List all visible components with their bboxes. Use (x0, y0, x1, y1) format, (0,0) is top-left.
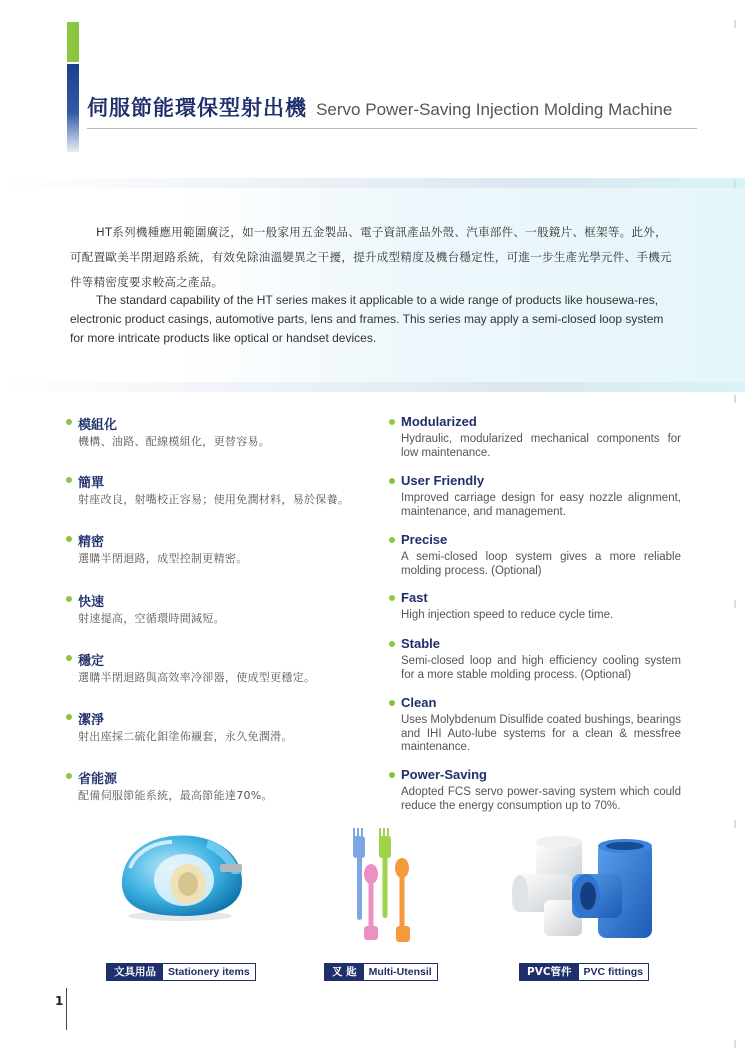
caption-en: Multi-Utensil (364, 964, 437, 980)
bullet-icon (389, 419, 395, 425)
feature-title: 精密 (78, 535, 105, 550)
edge-mark (734, 820, 736, 828)
feature-title: Fast (401, 590, 428, 605)
intro-english-text: The standard capability of the HT series makes it applicable to a wide range of products like housewa-res, electronic product casings, automotive parts, lens and frames. This series may apply a semi-closed loop system for more intricate products like optical or handset devices. (70, 293, 664, 345)
feature-desc: 選購半閉迴路與高效率冷卻器，使成型更穩定。 (78, 671, 316, 684)
blue-accent-bar (67, 64, 79, 152)
page-title (87, 92, 697, 129)
feature-desc: 射出座採二硫化鉬塗佈襯套，永久免潤滑。 (78, 730, 293, 743)
feature-title: 省能源 (78, 772, 118, 787)
feature-desc: Semi-closed loop and high efficiency cooling system for a more stable molding process. (Optional) (401, 655, 681, 681)
feature-desc: High injection speed to reduce cycle time. (401, 609, 614, 621)
utensils-image (344, 826, 416, 948)
bullet-icon (389, 478, 395, 484)
feature-desc: Hydraulic, modularized mechanical components for low maintenance. (401, 433, 681, 459)
feature-desc: 配備伺服節能系統，最高節能達70%。 (78, 789, 273, 802)
edge-mark (734, 600, 736, 608)
bullet-icon (66, 419, 72, 425)
bullet-icon (66, 773, 72, 779)
intro-english (70, 291, 675, 348)
bullet-icon (66, 714, 72, 720)
bullet-icon (389, 595, 395, 601)
decorative-band-top (0, 178, 745, 188)
feature-desc: A semi-closed loop system gives a more reliable molding process. (Optional) (401, 551, 681, 577)
caption-cn: 叉 匙 (325, 964, 364, 980)
feature-desc: Adopted FCS servo power-saving system which could reduce the energy consumption up to 70%. (401, 786, 681, 812)
feature-desc: 射速提高，空循環時間減短。 (78, 612, 225, 625)
edge-mark (734, 180, 736, 188)
tape-dispenser-image (112, 828, 248, 922)
intro-chinese-text: HT系列機種應用範圍廣泛，如一般家用五金製品、電子資訊產品外殼、汽車部件、一般鏡片、框架等。此外，可配置歐美半閉迴路系統，有效免除油溫變異之干擾，提升成型精度及機台穩定性，可進一步生產光學元件、手機元件等精密度要求較高之產品。 (70, 225, 672, 289)
intro-chinese (70, 220, 675, 295)
feature-title: 快速 (78, 595, 105, 610)
bullet-icon (389, 537, 395, 543)
bullet-icon (66, 536, 72, 542)
title-chinese: 伺服節能環保型射出機 (87, 96, 307, 120)
bullet-icon (389, 700, 395, 706)
feature-title: 穩定 (78, 654, 105, 669)
decorative-band-bottom (0, 382, 745, 392)
feature-desc: Improved carriage design for easy nozzle alignment, maintenance, and management. (401, 492, 681, 518)
feature-title: 簡單 (78, 476, 105, 491)
edge-mark (734, 1040, 736, 1048)
feature-title: 潔淨 (78, 713, 105, 728)
feature-desc: 選購半閉迴路，成型控制更精密。 (78, 552, 248, 565)
pvc-fittings-image (508, 836, 656, 946)
bullet-icon (389, 641, 395, 647)
feature-desc: Uses Molybdenum Disulfide coated bushings, bearings and IHI Auto-lube systems for a clean & messfree maintenance. (401, 714, 681, 753)
feature-title: Power-Saving (401, 767, 487, 782)
edge-mark (734, 395, 736, 403)
green-accent-bar (67, 22, 79, 62)
caption-en: Stationery items (163, 964, 255, 980)
edge-mark (734, 20, 736, 28)
feature-title: 模組化 (78, 418, 118, 433)
feature-desc: 機構、油路、配線模組化，更替容易。 (78, 435, 271, 448)
caption-en: PVC fittings (579, 964, 649, 980)
bullet-icon (66, 477, 72, 483)
feature-title: User Friendly (401, 473, 485, 488)
feature-title: Modularized (401, 414, 477, 429)
feature-title: Clean (401, 695, 437, 710)
feature-desc: 射座改良，射嘴校正容易；使用免潤材料，易於保養。 (78, 493, 350, 506)
title-english: Servo Power-Saving Injection Molding Machine (316, 100, 673, 119)
bullet-icon (66, 655, 72, 661)
bullet-icon (389, 772, 395, 778)
caption-cn: PVC管件 (520, 964, 579, 980)
caption-multi-utensil (324, 963, 438, 981)
bullet-icon (66, 596, 72, 602)
feature-title: Stable (401, 636, 441, 651)
page-number: 1 (55, 994, 64, 1008)
caption-stationery (106, 963, 256, 981)
caption-cn: 文具用品 (107, 964, 163, 980)
page-divider (66, 988, 67, 1030)
caption-pvc-fittings (519, 963, 649, 981)
feature-title: Precise (401, 532, 448, 547)
